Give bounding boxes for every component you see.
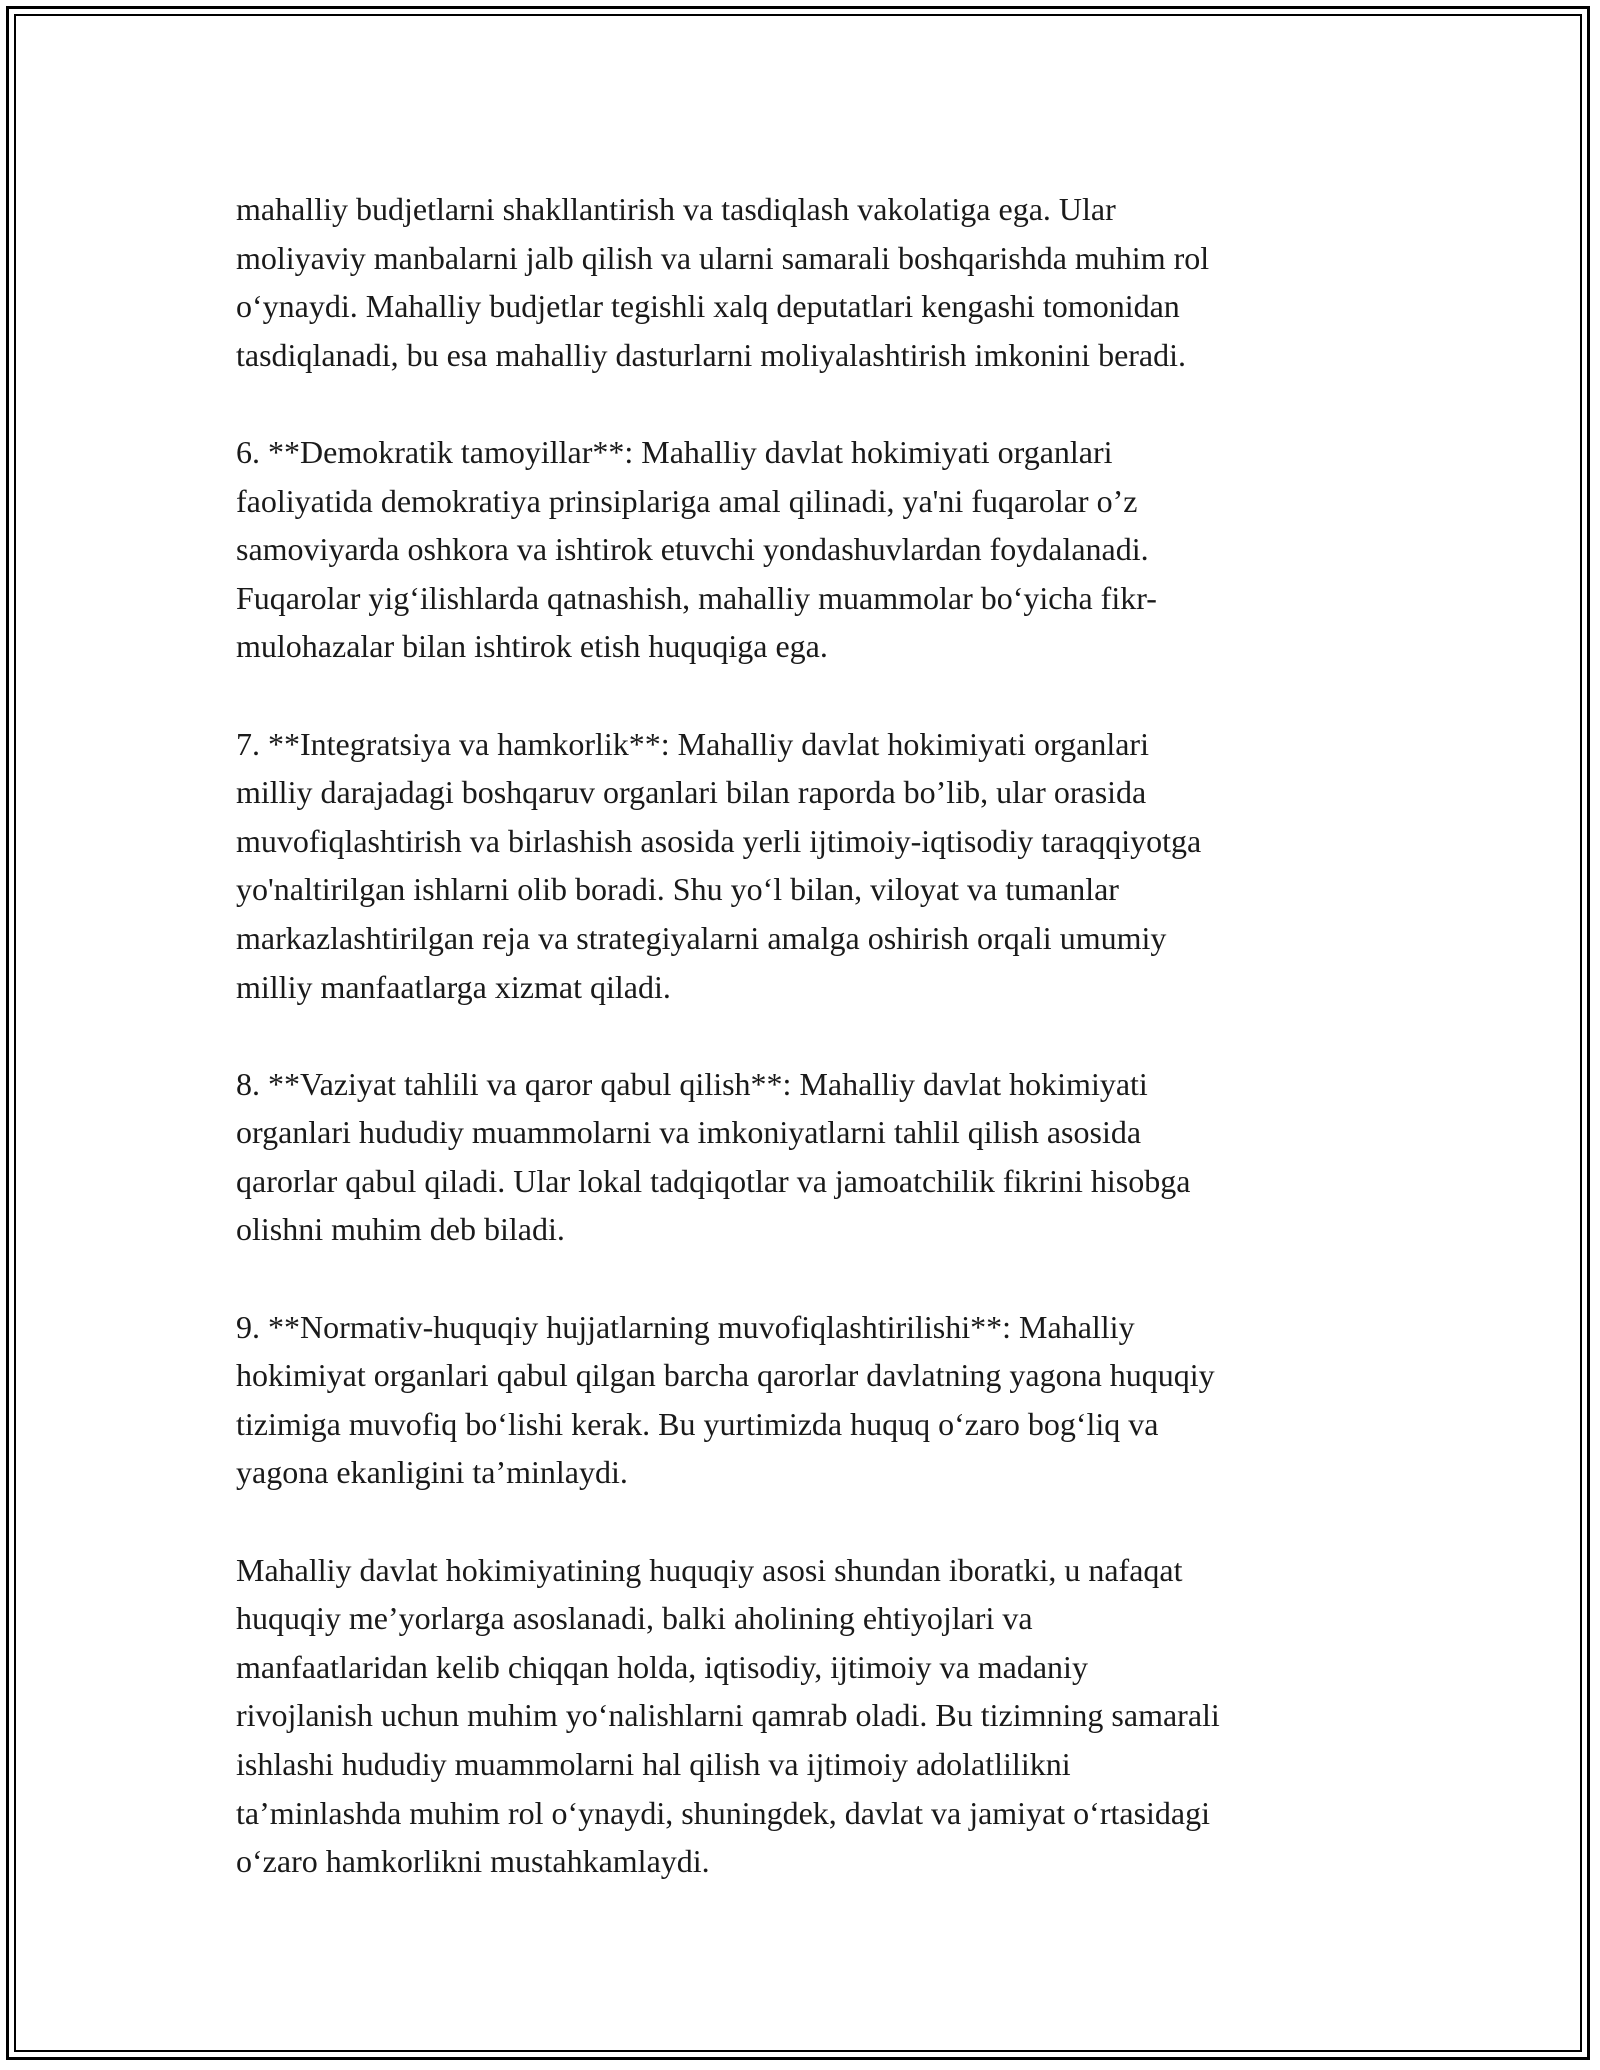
text-line: Fuqarolar yig‘ilishlarda qatnashish, mahalliy muammolar bo‘yicha fikr-: [236, 579, 1157, 616]
text-line: markazlashtirilgan reja va strategiyalarni amalga oshirish orqali umumiy: [236, 919, 1167, 956]
text-line: tasdiqlanadi, bu esa mahalliy dasturlarni moliyalashtirish imkonini beradi.: [236, 336, 1187, 373]
text-line: o‘zaro hamkorlikni mustahkamlaydi.: [236, 1843, 710, 1880]
text-line: 8. **Vaziyat tahlili va qaror qabul qilish**: Mahalliy davlat hokimiyati: [236, 1065, 1148, 1102]
text-line: muvofiqlashtirish va birlashish asosida yerli ijtimoiy-iqtisodiy taraqqiyotga: [236, 822, 1202, 859]
text-line: mahalliy budjetlarni shakllantirish va tasdiqlash vakolatiga ega. Ular: [236, 191, 1116, 227]
paragraph-item-7: [236, 720, 1366, 1012]
text-line: yo'naltirilgan ishlarni olib boradi. Shu yo‘l bilan, viloyat va tumanlar: [236, 871, 1119, 908]
text-line: Mahalliy davlat hokimiyatining huquqiy asosi shundan iboratki, u nafaqat: [236, 1551, 1183, 1588]
text-line: o‘ynaydi. Mahalliy budjetlar tegishli xalq deputatlari kengashi tomonidan: [236, 288, 1180, 325]
text-line: samoviyarda oshkora va ishtirok etuvchi yondashuvlardan foydalanadi.: [236, 531, 1149, 568]
text-line: organlari hududiy muammolarni va imkoniyatlarni tahlil qilish asosida: [236, 1114, 1142, 1151]
text-line: moliyaviy manbalarni jalb qilish va ularni samarali boshqarishda muhim rol: [236, 239, 1210, 276]
paragraph-conclusion: [236, 1546, 1366, 1886]
text-line: qarorlar qabul qiladi. Ular lokal tadqiqotlar va jamoatchilik fikrini hisobga: [236, 1162, 1191, 1199]
text-line: faoliyatida demokratiya prinsiplariga amal qilinadi, ya'ni fuqarolar o’z: [236, 482, 1138, 519]
text-line: mulohazalar bilan ishtirok etish huquqiga ega.: [236, 628, 828, 665]
text-line: manfaatlaridan kelib chiqqan holda, iqtisodiy, ijtimoiy va madaniy: [236, 1648, 1088, 1685]
text-line: milliy darajadagi boshqaruv organlari bilan raporda bo’lib, ular orasida: [236, 774, 1147, 811]
text-line: huquqiy me’yorlarga asoslanadi, balki aholining ehtiyojlari va: [236, 1600, 1033, 1637]
paragraph-budgets: [236, 185, 1366, 379]
paragraph-item-6: [236, 428, 1366, 671]
text-line: ishlashi hududiy muammolarni hal qilish va ijtimoiy adolatlilikni: [236, 1746, 1071, 1782]
text-line: yagona ekanligini ta’minlaydi.: [236, 1454, 628, 1491]
text-line: olishni muhim deb biladi.: [236, 1211, 565, 1248]
text-line: 6. **Demokratik tamoyillar**: Mahalliy davlat hokimiyati organlari: [236, 433, 1113, 470]
text-line: tizimiga muvofiq bo‘lishi kerak. Bu yurtimizda huquq o‘zaro bog‘liq va: [236, 1405, 1159, 1442]
paragraph-item-9: [236, 1303, 1366, 1497]
paragraph-item-8: [236, 1060, 1366, 1254]
text-line: 9. **Normativ-huquqiy hujjatlarning muvofiqlashtirilishi**: Mahalliy: [236, 1308, 1135, 1345]
text-line: milliy manfaatlarga xizmat qiladi.: [236, 968, 671, 1005]
text-line: rivojlanish uchun muhim yo‘nalishlarni qamrab oladi. Bu tizimning samarali: [236, 1697, 1220, 1734]
text-line: 7. **Integratsiya va hamkorlik**: Mahalliy davlat hokimiyati organlari: [236, 725, 1149, 762]
text-line: ta’minlashda muhim rol o‘ynaydi, shuningdek, davlat va jamiyat o‘rtasidagi: [236, 1794, 1210, 1831]
text-line: hokimiyat organlari qabul qilgan barcha qarorlar davlatning yagona huquqiy: [236, 1357, 1215, 1394]
document-body: [236, 185, 1366, 1886]
